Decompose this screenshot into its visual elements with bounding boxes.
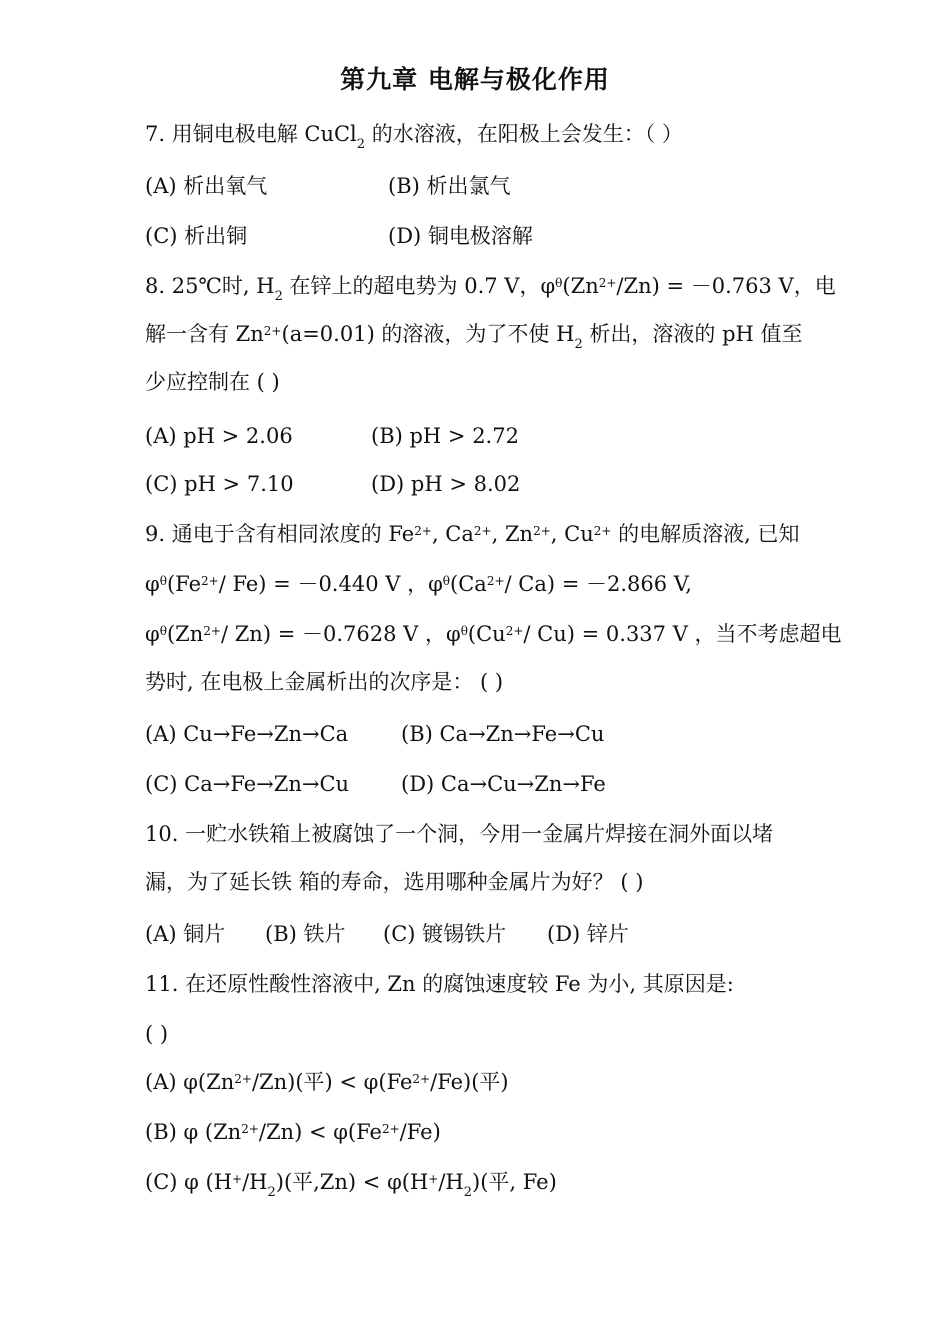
text: / Ca) = －2.866 V, (504, 572, 692, 596)
text: (A) φ(Zn (145, 1070, 235, 1094)
superscript: θ (555, 276, 563, 290)
superscript: θ (159, 574, 167, 588)
text: , Ca (431, 522, 474, 546)
q8-option-c: (C) pH > 7.10 (145, 472, 294, 496)
superscript: 2+ (241, 1122, 259, 1136)
q10-stem-line1: 10. 一贮水铁箱上被腐蚀了一个洞，今用一金属片焊接在洞外面以堵 (145, 822, 774, 846)
superscript: 2+ (533, 524, 551, 538)
q9-option-a: (A) Cu→Fe→Zn→Ca (145, 722, 349, 746)
q10-option-a: (A) 铜片 (145, 922, 226, 946)
q9-option-d: (D) Ca→Cu→Zn→Fe (401, 772, 606, 796)
q7-option-c: (C) 析出铜 (145, 224, 248, 248)
q9-stem-line1 (145, 520, 799, 548)
q10-option-b: (B) 铁片 (265, 922, 346, 946)
text: / Cu) = 0.337 V ，当不考虑超电 (523, 622, 842, 646)
q9-stem-line4: 势时, 在电极上金属析出的次序是： ( ) (145, 670, 504, 694)
q9-option-b: (B) Ca→Zn→Fe→Cu (401, 722, 605, 746)
subscript: 2 (274, 289, 283, 304)
q7-stem (145, 120, 683, 152)
text: (a=0.01) 的溶液，为了不使 H (281, 322, 575, 346)
text: (Zn (562, 274, 599, 298)
text: /H (242, 1170, 268, 1194)
q11-stem-line2: ( ) (145, 1022, 169, 1046)
superscript: 2+ (201, 574, 219, 588)
q10-stem-line2: 漏，为了延长铁 箱的寿命，选用哪种金属片为好？ ( ) (145, 870, 644, 894)
text: /Fe) (399, 1120, 441, 1144)
text: (Cu (467, 622, 506, 646)
text: 7. 用铜电极电解 CuCl (145, 122, 357, 146)
text: (C) φ (H (145, 1170, 233, 1194)
text: 析出，溶液的 pH 值至 (582, 322, 803, 346)
superscript: 2+ (414, 524, 432, 538)
subscript: 2 (574, 337, 583, 352)
text: /Zn)(平) < φ(Fe (251, 1070, 413, 1094)
superscript: 2+ (473, 524, 492, 538)
text: (Zn (166, 622, 204, 646)
q8-stem-line3: 少应控制在 ( ) (145, 370, 280, 394)
text: 9. 通电于含有相同浓度的 Fe (145, 522, 415, 546)
superscript: 2+ (598, 276, 617, 290)
superscript: 2+ (381, 1122, 400, 1136)
superscript: 2+ (486, 574, 505, 588)
q8-option-a: (A) pH > 2.06 (145, 424, 293, 448)
superscript: + (232, 1172, 243, 1186)
superscript: θ (460, 624, 468, 638)
q11-option-c (145, 1168, 557, 1200)
q9-stem-line3 (145, 620, 842, 648)
text: , Cu (550, 522, 594, 546)
text: 8. 25℃时, H (145, 274, 275, 298)
superscript: 2+ (412, 1072, 431, 1086)
q9-stem-line2 (145, 570, 692, 598)
text: (Fe (166, 572, 201, 596)
text: /Zn) = －0.763 V，电 (616, 274, 836, 298)
q11-option-a (145, 1068, 509, 1096)
superscript: 2+ (505, 624, 524, 638)
text: φ (145, 622, 160, 646)
superscript: 2+ (593, 524, 612, 538)
text: / Fe) = －0.440 V ，φ (218, 572, 443, 596)
text: /Fe)(平) (430, 1070, 509, 1094)
q11-stem-line1: 11. 在还原性酸性溶液中, Zn 的腐蚀速度较 Fe 为小, 其原因是: (145, 972, 734, 996)
text: (B) φ (Zn (145, 1120, 242, 1144)
text: /Zn) < φ(Fe (258, 1120, 382, 1144)
q7-option-a: (A) 析出氧气 (145, 174, 268, 198)
superscript: 2+ (234, 1072, 252, 1086)
superscript: 2+ (203, 624, 221, 638)
q8-stem-line1 (145, 272, 836, 304)
text: 解一含有 Zn (145, 322, 264, 346)
q10-option-d: (D) 锌片 (547, 922, 629, 946)
q7-option-d: (D) 铜电极溶解 (388, 224, 533, 248)
text: φ (145, 572, 160, 596)
q8-stem-line2 (145, 320, 803, 352)
q8-option-d: (D) pH > 8.02 (371, 472, 521, 496)
text: 的水溶液，在阳极上会发生：（ ） (365, 122, 683, 146)
q7-option-b: (B) 析出氯气 (388, 174, 511, 198)
subscript: 2 (267, 1185, 276, 1200)
text: )(平, Fe) (472, 1170, 557, 1194)
chapter-title: 第九章 电解与极化作用 (340, 65, 610, 94)
q8-option-b: (B) pH > 2.72 (371, 424, 519, 448)
superscript: 2+ (263, 324, 282, 338)
superscript: θ (159, 624, 167, 638)
q9-option-c: (C) Ca→Fe→Zn→Cu (145, 772, 350, 796)
text: , Zn (491, 522, 534, 546)
text: / Zn) = －0.7628 V ，φ (220, 622, 461, 646)
text: /H (438, 1170, 464, 1194)
text: )(平,Zn) < φ(H (275, 1170, 429, 1194)
q11-option-b (145, 1118, 441, 1146)
q10-option-c: (C) 镀锡铁片 (383, 922, 507, 946)
superscript: θ (442, 574, 451, 588)
text: 的电解质溶液, 已知 (611, 522, 800, 546)
subscript: 2 (356, 137, 366, 152)
superscript: + (428, 1172, 439, 1186)
text: (Ca (450, 572, 487, 596)
subscript: 2 (463, 1185, 473, 1200)
text: 在锌上的超电势为 0.7 V，φ (282, 274, 556, 298)
